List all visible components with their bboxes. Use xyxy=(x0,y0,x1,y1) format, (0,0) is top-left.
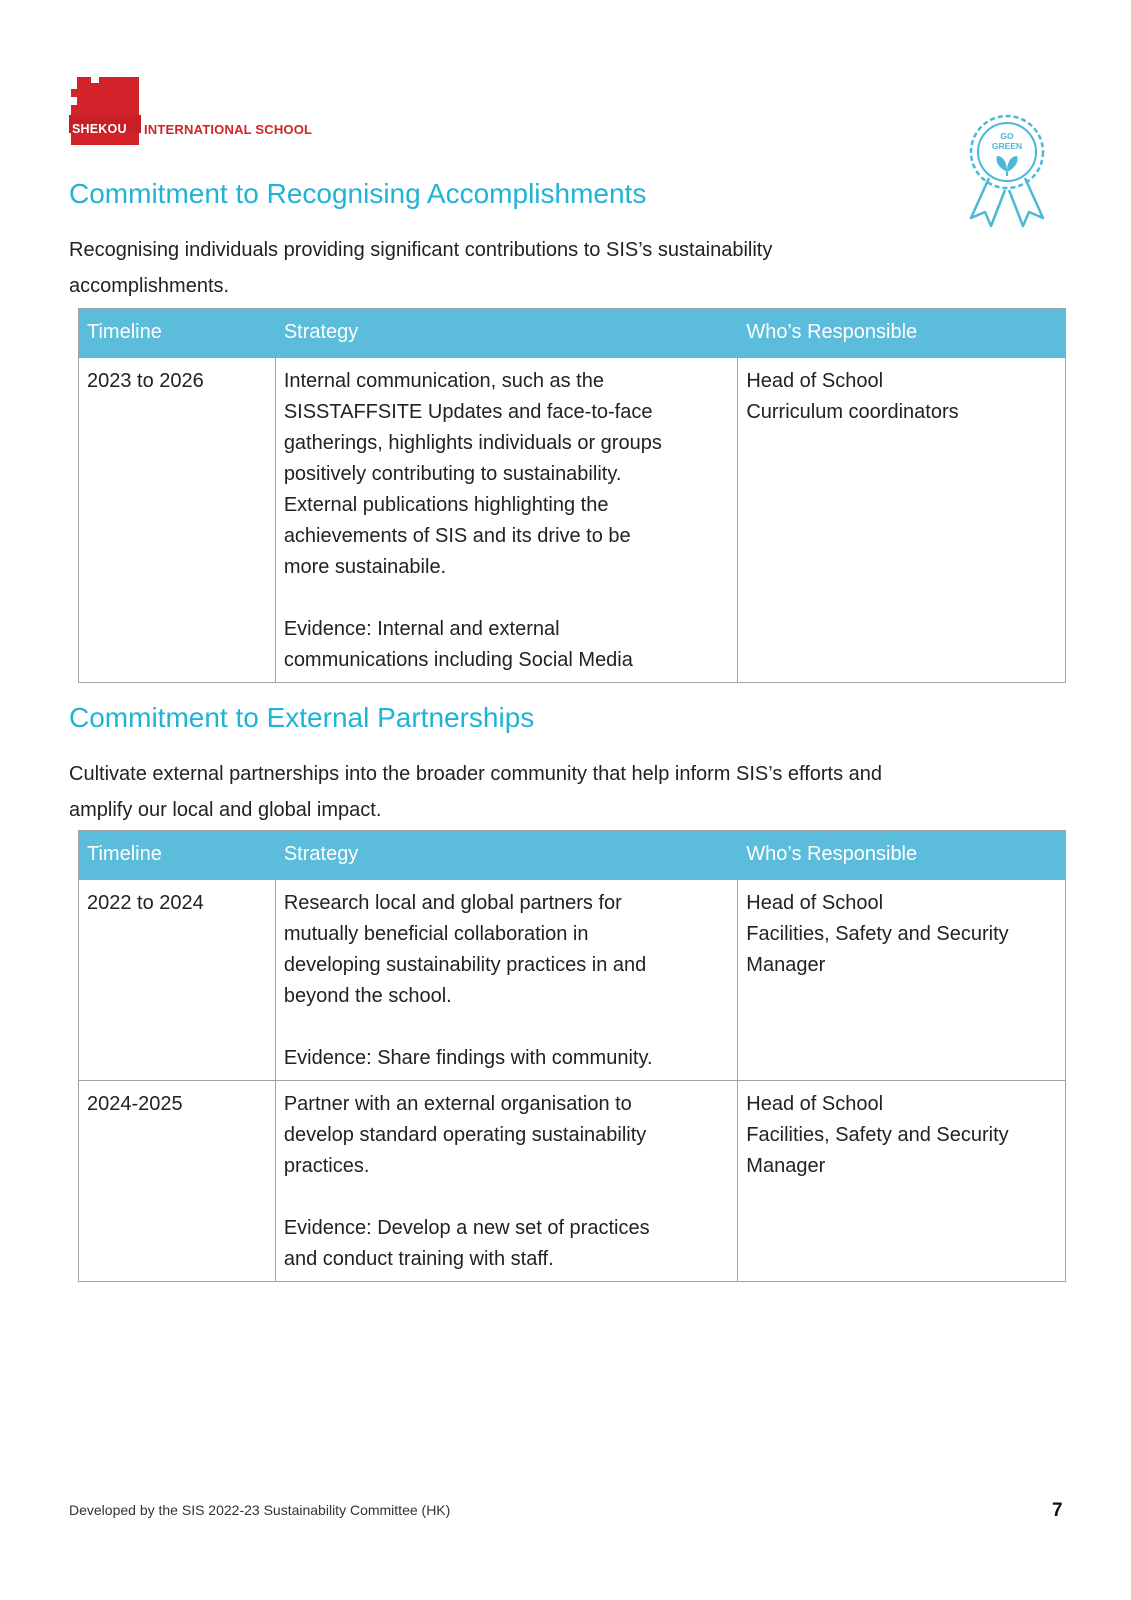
column-header-responsible: Who’s Responsible xyxy=(738,831,1066,880)
responsible-line: Head of School xyxy=(746,892,884,914)
ribbon-badge-icon xyxy=(965,112,1049,228)
strategy-line: developing sustainability practices in and xyxy=(283,954,647,976)
accomplishments-table xyxy=(78,308,1066,683)
section-intro-accomplishments xyxy=(69,232,1029,304)
column-header-responsible: Who’s Responsible xyxy=(738,309,1066,358)
responsible-cell xyxy=(738,1081,1066,1282)
intro-line: Recognising individuals providing significant contributions to SIS’s sustainability xyxy=(69,239,773,261)
responsible-line: Head of School xyxy=(746,1093,884,1115)
strategy-line: Partner with an external organisation to xyxy=(283,1093,632,1115)
logo-text: INTERNATIONAL SCHOOL xyxy=(144,122,313,137)
strategy-line: more sustainabile. xyxy=(283,556,447,578)
responsible-line: Manager xyxy=(746,954,826,976)
strategy-line: Research local and global partners for xyxy=(283,892,622,914)
responsible-cell xyxy=(738,358,1066,683)
intro-line: accomplishments. xyxy=(69,275,230,297)
section-title-partnerships: Commitment to External Partnerships xyxy=(69,702,535,733)
strategy-line: mutually beneficial collaboration in xyxy=(283,923,589,945)
table-header-row xyxy=(79,831,1066,880)
strategy-line: Evidence: Develop a new set of practices xyxy=(283,1217,650,1239)
footer-note: Developed by the SIS 2022-23 Sustainability Committee (HK) xyxy=(69,1502,451,1518)
badge-text-line1: GO xyxy=(1000,131,1014,141)
timeline-cell: 2023 to 2026 xyxy=(79,358,276,683)
table-row xyxy=(79,1081,1066,1282)
strategy-line xyxy=(284,1012,729,1043)
intro-line: amplify our local and global impact. xyxy=(69,799,382,821)
strategy-line: positively contributing to sustainability. xyxy=(283,463,622,485)
responsible-line: Facilities, Safety and Security xyxy=(746,923,1009,945)
table-header-row xyxy=(79,309,1066,358)
strategy-line: practices. xyxy=(283,1155,370,1177)
logo-mark-text: SHEKOU xyxy=(72,122,127,136)
section-intro-partnerships xyxy=(69,756,1029,828)
badge-text-line2: GREEN xyxy=(991,141,1023,151)
timeline-cell: 2022 to 2024 xyxy=(79,880,276,1081)
strategy-line: develop standard operating sustainability xyxy=(283,1124,647,1146)
school-logo xyxy=(69,75,359,150)
strategy-line: External publications highlighting the xyxy=(283,494,609,516)
strategy-line: and conduct training with staff. xyxy=(283,1248,554,1270)
responsible-line: Curriculum coordinators xyxy=(746,401,959,423)
strategy-line xyxy=(284,583,730,614)
intro-line: Cultivate external partnerships into the broader community that help inform SIS’s efforts and xyxy=(69,763,883,785)
strategy-line: communications including Social Media xyxy=(283,649,633,671)
timeline-cell: 2024-2025 xyxy=(79,1081,276,1282)
section-title-accomplishments: Commitment to Recognising Accomplishments xyxy=(69,178,647,209)
table-row xyxy=(79,358,1066,683)
responsible-line: Facilities, Safety and Security xyxy=(746,1124,1009,1146)
strategy-line: SISSTAFFSITE Updates and face-to-face xyxy=(283,401,653,423)
strategy-cell xyxy=(275,880,737,1081)
responsible-cell xyxy=(738,880,1066,1081)
strategy-line: achievements of SIS and its drive to be xyxy=(283,525,631,547)
strategy-line: Internal communication, such as the xyxy=(283,370,604,392)
school-logo-mark-icon xyxy=(69,75,141,147)
strategy-line: gatherings, highlights individuals or groups xyxy=(283,432,662,454)
responsible-line: Head of School xyxy=(746,370,884,392)
go-green-badge xyxy=(965,112,1049,228)
strategy-line: Evidence: Share findings with community. xyxy=(283,1047,653,1069)
column-header-timeline: Timeline xyxy=(79,831,276,880)
strategy-cell xyxy=(275,1081,737,1282)
column-header-timeline: Timeline xyxy=(79,309,276,358)
page-number: 7 xyxy=(1052,1500,1063,1521)
strategy-line: Evidence: Internal and external xyxy=(283,618,560,640)
partnerships-table xyxy=(78,830,1066,1282)
column-header-strategy: Strategy xyxy=(275,309,738,358)
table-row xyxy=(79,880,1066,1081)
strategy-line: beyond the school. xyxy=(283,985,452,1007)
strategy-line xyxy=(284,1182,729,1213)
strategy-cell xyxy=(275,358,738,683)
responsible-line: Manager xyxy=(746,1155,826,1177)
column-header-strategy: Strategy xyxy=(275,831,737,880)
